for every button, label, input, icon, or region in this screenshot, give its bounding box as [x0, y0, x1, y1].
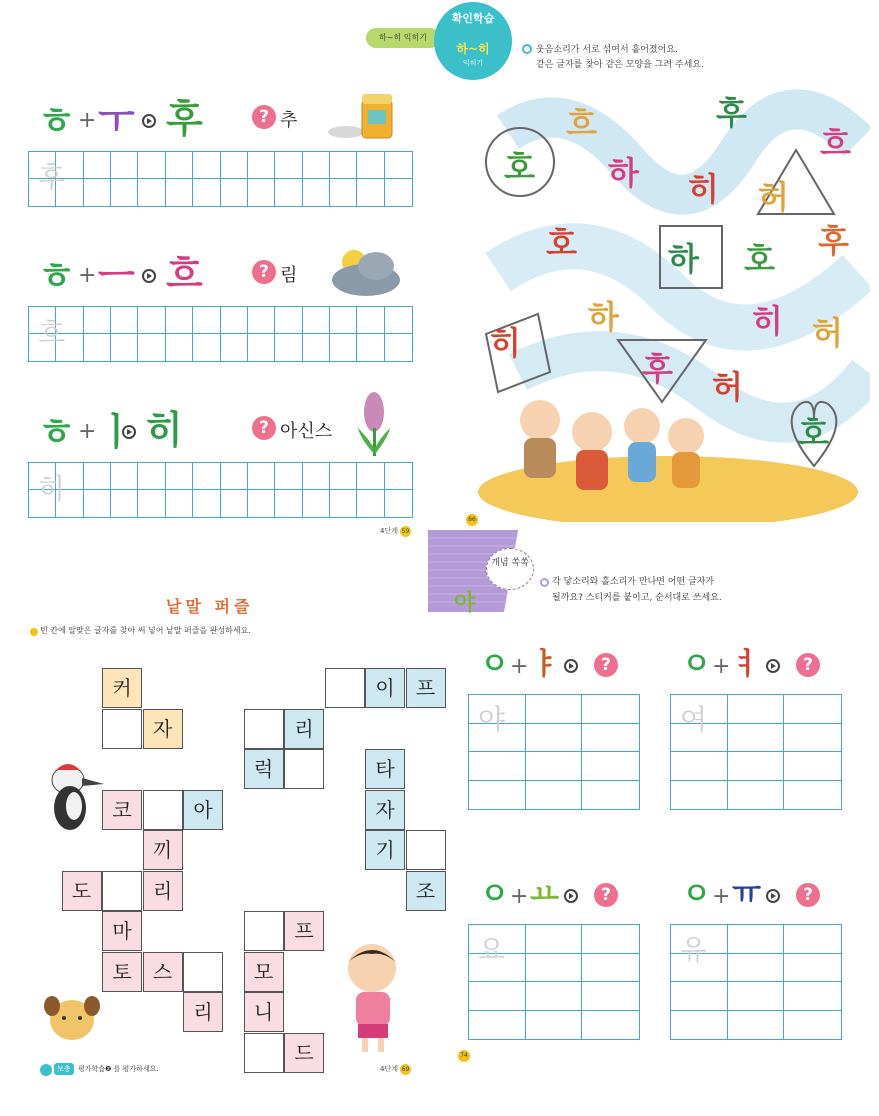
initial-consonant: ㅎ — [38, 254, 75, 298]
crossword-cell: 토 — [102, 952, 142, 992]
word-hint: 림 — [280, 265, 298, 286]
grid-cell[interactable] — [248, 334, 275, 361]
initial-consonant: ㅇ — [480, 877, 509, 912]
side-letter: 야 — [454, 591, 476, 616]
grid-cell[interactable] — [138, 152, 165, 179]
crossword-blank-cell[interactable] — [102, 709, 142, 749]
grid-cell[interactable] — [330, 463, 357, 490]
footer-badge: 보충 — [54, 1063, 74, 1075]
instruction: 같은 글자를 찾아 같은 모양을 그려 주세요. — [536, 60, 704, 70]
trace-syllable: 유 — [680, 933, 708, 966]
grid-cell[interactable] — [111, 152, 138, 179]
grid-cell[interactable] — [193, 490, 220, 517]
grid-cell[interactable] — [385, 152, 412, 179]
crossword-cell: 조 — [406, 871, 446, 911]
floating-letter: 호 — [744, 240, 775, 278]
grid-cell[interactable] — [357, 307, 384, 334]
crossword-cell: 드 — [284, 1033, 324, 1073]
arrow-icon — [142, 269, 156, 283]
crossword-cell: 럭 — [244, 749, 284, 789]
vowel: ㅛ — [530, 877, 559, 912]
grid-cell[interactable] — [784, 1011, 841, 1040]
grid-cell[interactable] — [784, 781, 841, 810]
grid-cell[interactable] — [166, 179, 193, 206]
children-illustration — [500, 380, 720, 500]
lesson-badge: 확인학습 하~히 익히기 — [434, 2, 512, 80]
crossword-cell: 모 — [244, 952, 284, 992]
grid-cell[interactable] — [303, 334, 330, 361]
grid-cell[interactable] — [166, 152, 193, 179]
crossword-cell: 이 — [365, 668, 405, 708]
grid-cell[interactable] — [221, 179, 248, 206]
plus-sign: + — [712, 654, 731, 679]
grid-cell[interactable] — [728, 954, 785, 983]
grid-cell[interactable] — [728, 724, 785, 753]
crossword-blank-cell[interactable] — [244, 911, 284, 951]
vowel: ㅡ — [98, 254, 135, 298]
floating-letter: 흐 — [566, 104, 597, 142]
crossword-cell: 기 — [365, 830, 405, 870]
grid-cell[interactable] — [330, 490, 357, 517]
grid-cell[interactable] — [275, 463, 302, 490]
page-number: 74 — [458, 1050, 470, 1062]
crossword-cell: 리 — [143, 871, 183, 911]
vowel: ㅠ — [732, 877, 761, 912]
grid-cell[interactable] — [469, 982, 526, 1011]
grid-cell[interactable] — [138, 490, 165, 517]
floating-letter: 히 — [688, 170, 719, 208]
crossword-blank-cell[interactable] — [244, 1033, 284, 1073]
grid-cell[interactable] — [248, 179, 275, 206]
floating-letter: 하 — [588, 298, 619, 336]
grid-cell[interactable] — [385, 179, 412, 206]
grid-cell[interactable] — [784, 954, 841, 983]
grid-cell[interactable] — [582, 982, 639, 1011]
arrow-icon — [564, 889, 578, 903]
grid-cell[interactable] — [526, 954, 583, 983]
grid-cell[interactable] — [275, 334, 302, 361]
writing-grid[interactable] — [28, 151, 413, 207]
grid-cell[interactable] — [303, 179, 330, 206]
trace-syllable: 여 — [680, 703, 708, 736]
crossword-cell: 끼 — [143, 830, 183, 870]
grid-cell[interactable] — [193, 307, 220, 334]
grid-cell[interactable] — [671, 982, 728, 1011]
arrow-icon — [142, 114, 156, 128]
trace-syllable: 요 — [478, 933, 506, 966]
floating-letter: 호 — [798, 414, 829, 452]
floating-letter: 히 — [752, 302, 783, 340]
grid-cell[interactable] — [84, 307, 111, 334]
grid-cell[interactable] — [275, 152, 302, 179]
sticker-spot[interactable]: ? — [594, 653, 618, 677]
puppy-icon — [44, 990, 102, 1046]
page-title: 낱말 퍼즐 — [166, 597, 254, 616]
arrow-icon — [766, 889, 780, 903]
vowel: ㅕ — [732, 647, 761, 682]
grid-cell[interactable] — [221, 152, 248, 179]
floating-letter: 허 — [758, 178, 789, 216]
floating-letter: 후 — [642, 350, 673, 388]
grid-cell[interactable] — [357, 152, 384, 179]
grid-cell[interactable] — [84, 463, 111, 490]
question-bubble-icon[interactable]: ? — [252, 105, 276, 129]
crossword-cell: 도 — [62, 871, 102, 911]
arrow-icon — [564, 659, 578, 673]
grid-cell[interactable] — [582, 752, 639, 781]
grid-cell[interactable] — [248, 490, 275, 517]
grid-cell[interactable] — [221, 463, 248, 490]
question-bubble-icon[interactable]: ? — [252, 260, 276, 284]
floating-letter: 후 — [716, 94, 747, 132]
crossword-cell: 스 — [143, 952, 183, 992]
concept-badge: 개념 쏙쏙 — [486, 548, 534, 590]
grid-cell[interactable] — [330, 307, 357, 334]
question-bubble-icon[interactable]: ? — [252, 416, 276, 440]
grid-cell[interactable] — [357, 490, 384, 517]
grid-cell[interactable] — [111, 463, 138, 490]
crossword-blank-cell[interactable] — [325, 668, 365, 708]
grid-cell[interactable] — [138, 334, 165, 361]
grid-cell[interactable] — [784, 695, 841, 724]
initial-consonant: ㅎ — [38, 410, 75, 454]
crossword-cell: 리 — [183, 992, 223, 1032]
grid-cell[interactable] — [193, 463, 220, 490]
grid-cell[interactable] — [248, 463, 275, 490]
result-syllable: 히 — [146, 408, 183, 452]
grid-cell[interactable] — [728, 752, 785, 781]
grid-cell[interactable] — [357, 334, 384, 361]
cloud-icon — [326, 238, 402, 300]
initial-consonant: ㅇ — [682, 647, 711, 682]
girl-icon — [340, 938, 410, 1054]
trace-syllable: 히 — [38, 472, 66, 505]
plus-sign: + — [78, 108, 97, 133]
grid-cell[interactable] — [385, 490, 412, 517]
hyacinth-icon — [354, 388, 394, 458]
grid-cell[interactable] — [526, 724, 583, 753]
floating-letter: 히 — [490, 324, 521, 362]
grid-cell[interactable] — [166, 307, 193, 334]
sticker-spot[interactable]: ? — [796, 883, 820, 907]
grid-cell[interactable] — [303, 463, 330, 490]
grid-cell[interactable] — [111, 179, 138, 206]
page-number: 4단계 59 — [380, 527, 410, 535]
instruction: 각 닿소리와 홀소리가 만나면 어떤 글자가 — [552, 577, 715, 587]
grid-cell[interactable] — [728, 781, 785, 810]
grid-cell[interactable] — [111, 490, 138, 517]
footer-icon — [40, 1064, 52, 1076]
crossword-blank-cell[interactable] — [284, 749, 324, 789]
grid-cell[interactable] — [330, 152, 357, 179]
grid-cell[interactable] — [582, 724, 639, 753]
grid-cell[interactable] — [303, 307, 330, 334]
vowel: ㅜ — [98, 99, 135, 143]
grid-cell[interactable] — [526, 695, 583, 724]
word-hint: 추 — [280, 110, 298, 131]
crossword-blank-cell[interactable] — [406, 830, 446, 870]
grid-cell[interactable] — [526, 982, 583, 1011]
grid-cell[interactable] — [784, 752, 841, 781]
grid-cell[interactable] — [385, 334, 412, 361]
grid-cell[interactable] — [248, 307, 275, 334]
plus-sign: + — [510, 884, 529, 909]
grid-cell[interactable] — [248, 152, 275, 179]
grid-cell[interactable] — [275, 179, 302, 206]
trace-syllable: 후 — [38, 161, 66, 194]
grid-cell[interactable] — [357, 463, 384, 490]
grid-cell[interactable] — [303, 490, 330, 517]
page-number: 4단계 69 — [380, 1065, 410, 1073]
initial-consonant: ㅇ — [480, 647, 509, 682]
instruction: 빈 칸에 알맞은 글자를 찾아 써 넣어 낱말 퍼즐을 완성하세요. — [40, 626, 251, 635]
plus-sign: + — [78, 263, 97, 288]
crossword-cell: 아 — [183, 790, 223, 830]
grid-cell[interactable] — [728, 925, 785, 954]
grid-cell[interactable] — [84, 334, 111, 361]
trace-syllable: 야 — [478, 703, 506, 736]
grid-cell[interactable] — [193, 152, 220, 179]
grid-cell[interactable] — [526, 925, 583, 954]
grid-cell[interactable] — [728, 1011, 785, 1040]
result-syllable: 후 — [166, 97, 203, 141]
vowel: ㅣ — [98, 410, 135, 454]
grid-cell[interactable] — [357, 179, 384, 206]
grid-cell[interactable] — [526, 752, 583, 781]
pepper-jar-icon — [326, 86, 398, 142]
crossword-cell: 자 — [143, 709, 183, 749]
grid-cell[interactable] — [784, 982, 841, 1011]
grid-cell[interactable] — [166, 463, 193, 490]
crossword-cell: 마 — [102, 911, 142, 951]
grid-cell[interactable] — [138, 463, 165, 490]
grid-cell[interactable] — [193, 334, 220, 361]
instruction: 될까요? 스티커를 붙이고, 순서대로 쓰세요. — [552, 593, 722, 603]
grid-cell[interactable] — [84, 179, 111, 206]
lesson-tag: 하~히 익히기 — [366, 28, 440, 48]
grid-cell[interactable] — [275, 307, 302, 334]
grid-cell[interactable] — [582, 1011, 639, 1040]
vowel: ㅑ — [530, 647, 559, 682]
grid-cell[interactable] — [582, 954, 639, 983]
crossword-cell: 커 — [102, 668, 142, 708]
crossword-blank-cell[interactable] — [143, 790, 183, 830]
grid-cell[interactable] — [728, 982, 785, 1011]
grid-cell[interactable] — [221, 490, 248, 517]
instruction: 웃음소리가 서로 섞여서 흩어졌어요. — [536, 45, 678, 55]
crossword-blank-cell[interactable] — [183, 952, 223, 992]
plus-sign: + — [510, 654, 529, 679]
grid-cell[interactable] — [526, 781, 583, 810]
arrow-icon — [122, 425, 136, 439]
floating-letter: 호 — [546, 224, 577, 262]
floating-letter: 하 — [608, 154, 639, 192]
grid-cell[interactable] — [138, 179, 165, 206]
crossword-cell: 프 — [284, 911, 324, 951]
grid-cell[interactable] — [138, 307, 165, 334]
sticker-spot[interactable]: ? — [594, 883, 618, 907]
crossword-cell: 리 — [284, 709, 324, 749]
grid-cell[interactable] — [221, 307, 248, 334]
crossword-cell: 코 — [102, 790, 142, 830]
result-syllable: 흐 — [166, 252, 203, 296]
grid-cell[interactable] — [166, 334, 193, 361]
floating-letter: 하 — [668, 240, 699, 278]
grid-cell[interactable] — [84, 152, 111, 179]
crossword-cell: 프 — [406, 668, 446, 708]
bullet-icon — [522, 44, 532, 54]
grid-cell[interactable] — [275, 490, 302, 517]
floating-letter: 허 — [712, 368, 743, 406]
grid-cell[interactable] — [469, 752, 526, 781]
initial-consonant: ㅇ — [682, 877, 711, 912]
grid-cell[interactable] — [385, 307, 412, 334]
arrow-icon — [766, 659, 780, 673]
grid-cell[interactable] — [84, 490, 111, 517]
page-number: 66 — [466, 514, 478, 526]
floating-letter: 허 — [812, 314, 843, 352]
grid-cell[interactable] — [385, 463, 412, 490]
grid-cell[interactable] — [330, 334, 357, 361]
initial-consonant: ㅎ — [38, 99, 75, 143]
grid-cell[interactable] — [303, 152, 330, 179]
grid-cell[interactable] — [330, 179, 357, 206]
grid-cell[interactable] — [671, 752, 728, 781]
bullet-icon — [30, 628, 38, 636]
grid-cell[interactable] — [193, 179, 220, 206]
crossword-blank-cell[interactable] — [102, 871, 142, 911]
bullet-icon — [540, 578, 549, 587]
grid-cell[interactable] — [111, 307, 138, 334]
grid-cell[interactable] — [166, 490, 193, 517]
word-hint: 아신스 — [280, 421, 333, 442]
grid-cell[interactable] — [111, 334, 138, 361]
sticker-spot[interactable]: ? — [796, 653, 820, 677]
plus-sign: + — [712, 884, 731, 909]
grid-cell[interactable] — [469, 1011, 526, 1040]
floating-letter: 호 — [504, 148, 535, 186]
grid-cell[interactable] — [671, 1011, 728, 1040]
crossword-cell: 자 — [365, 790, 405, 830]
crossword-cell: 니 — [244, 992, 284, 1032]
writing-grid[interactable] — [28, 462, 413, 518]
floating-letter: 후 — [818, 222, 849, 260]
plus-sign: + — [78, 419, 97, 444]
woodpecker-icon — [44, 756, 108, 836]
floating-letter: 흐 — [820, 124, 851, 162]
grid-cell[interactable] — [784, 724, 841, 753]
footer-text: 평가학습❷ 를 평가하세요. — [78, 1065, 159, 1073]
grid-cell[interactable] — [526, 1011, 583, 1040]
trace-syllable: 흐 — [38, 316, 66, 349]
grid-cell[interactable] — [728, 695, 785, 724]
grid-cell[interactable] — [582, 781, 639, 810]
grid-cell[interactable] — [582, 925, 639, 954]
grid-cell[interactable] — [469, 781, 526, 810]
grid-cell[interactable] — [221, 334, 248, 361]
grid-cell[interactable] — [582, 695, 639, 724]
crossword-blank-cell[interactable] — [244, 709, 284, 749]
grid-cell[interactable] — [671, 781, 728, 810]
crossword-cell: 타 — [365, 749, 405, 789]
writing-grid[interactable] — [28, 306, 413, 362]
grid-cell[interactable] — [784, 925, 841, 954]
